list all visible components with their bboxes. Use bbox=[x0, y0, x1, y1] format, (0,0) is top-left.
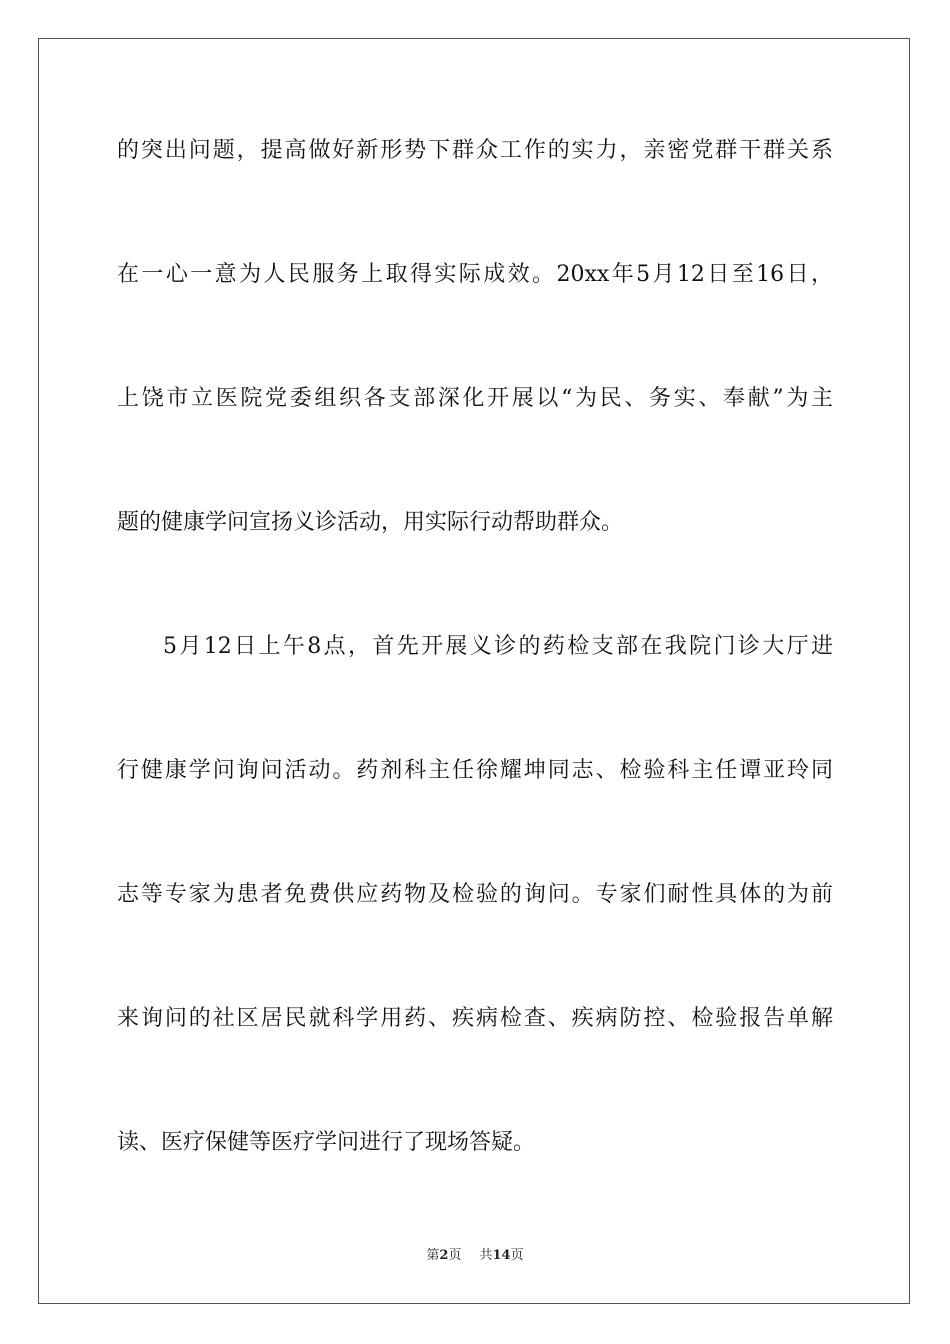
page-suffix: 页 bbox=[448, 1248, 462, 1263]
page-footer bbox=[0, 1247, 950, 1265]
paragraph-1-line-4: 题的健康学问宣扬义诊活动，用实际行动帮助群众。 bbox=[117, 510, 624, 535]
page-prefix: 第 bbox=[426, 1248, 440, 1263]
paragraph-1-line-1: 的突出问题，提高做好新形势下群众工作的实力，亲密党群干群关系 bbox=[117, 138, 833, 163]
paragraph-2-line-1: 5月12日上午8点，首先开展义诊的药检支部在我院门诊大厅进 bbox=[163, 634, 833, 659]
page-current: 2 bbox=[439, 1248, 449, 1263]
page-border bbox=[38, 38, 910, 1304]
paragraph-2-line-5: 读、医疗保健等医疗学问进行了现场答疑。 bbox=[117, 1130, 536, 1155]
paragraph-1-line-3: 上饶市立医院党委组织各支部深化开展以“为民、务实、奉献”为主 bbox=[117, 386, 833, 411]
page-total: 14 bbox=[492, 1248, 511, 1263]
paragraph-1-line-2: 在一心一意为人民服务上取得实际成效。20xx年5月12日至16日， bbox=[117, 262, 833, 287]
paragraph-2-line-3: 志等专家为患者免费供应药物及检验的询问。专家们耐性具体的为前 bbox=[117, 882, 833, 907]
total-suffix: 页 bbox=[510, 1248, 524, 1263]
paragraph-2-line-2: 行健康学问询问活动。药剂科主任徐耀坤同志、检验科主任谭亚玲同 bbox=[117, 758, 833, 783]
total-prefix: 共 bbox=[479, 1248, 493, 1263]
paragraph-2-line-4: 来询问的社区居民就科学用药、疾病检查、疾病防控、检验报告单解 bbox=[117, 1006, 833, 1031]
